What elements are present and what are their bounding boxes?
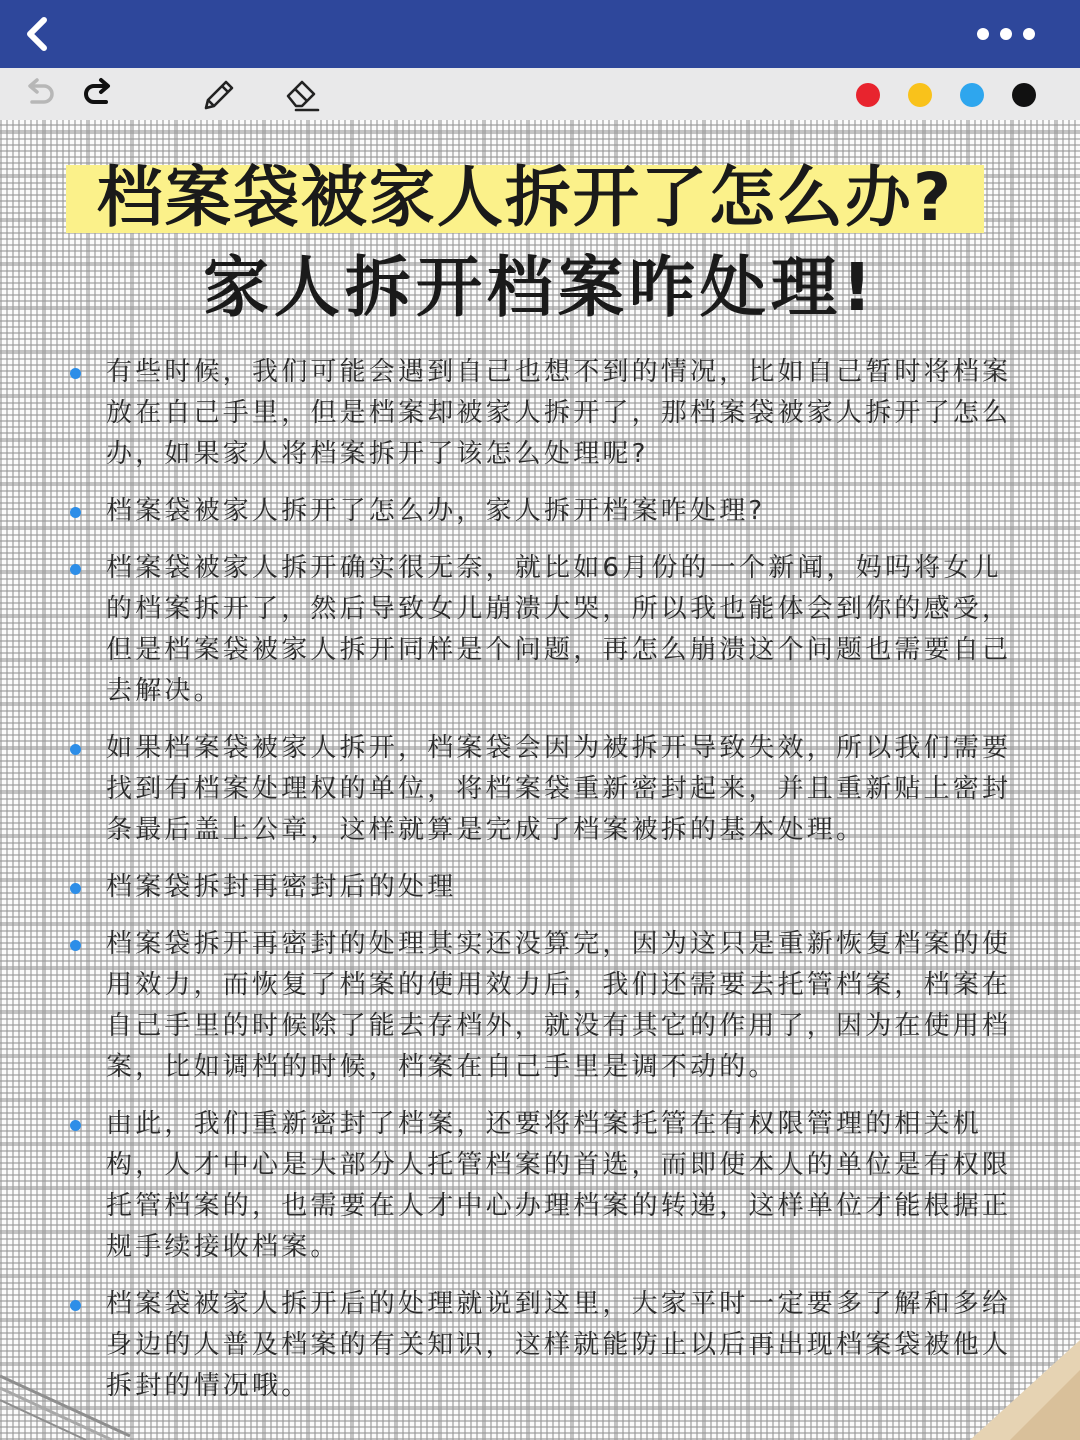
list-item: [66, 728, 1026, 851]
bullet-icon: [70, 1300, 81, 1311]
paragraph-text: 如果档案袋被家人拆开，档案袋会因为被拆开导致失效，所以我们需要找到有档案处理权的单位，将档案袋重新密封起来，并且重新贴上密封条最后盖上公章，这样就算是完成了档案被拆的基本处理。: [106, 733, 1012, 845]
eraser-icon[interactable]: [282, 74, 322, 114]
black-color-swatch[interactable]: [1012, 83, 1036, 107]
yellow-color-swatch[interactable]: [908, 83, 932, 107]
title-block-2: [0, 250, 1080, 326]
list-item: [66, 924, 1026, 1088]
title-line-1: 档案袋被家人拆开了怎么办?: [96, 159, 954, 236]
bullet-icon: [70, 940, 81, 951]
title-line-2: 家人拆开档案咋处理!: [202, 249, 878, 326]
blue-color-swatch[interactable]: [960, 83, 984, 107]
back-arrow-icon[interactable]: [18, 14, 58, 54]
paragraph-text: 档案袋拆开再密封的处理其实还没算完，因为这只是重新恢复档案的使用效力，而恢复了档案的使用效力后，我们还需要去托管档案，档案在自己手里的时候除了能去存档外，就没有其它的作用了，因为在使用档案，比如调档的时候，档案在自己手里是调不动的。: [106, 929, 1012, 1082]
more-options-icon[interactable]: [974, 24, 1040, 44]
paragraph-text: 有些时候，我们可能会遇到自己也想不到的情况，比如自己暂时将档案放在自己手里，但是档案却被家人拆开了，那档案袋被家人拆开了怎么办，如果家人将档案拆开了该怎么处理呢?: [106, 357, 1012, 469]
paragraph-text: 由此，我们重新密封了档案，还要将档案托管在有权限管理的相关机构，人才中心是大部分人托管档案的首选，而即使本人的单位是有权限托管档案的，也需要在人才中心办理档案的转递，这样单位才能根据正规手续接收档案。: [106, 1109, 1012, 1262]
list-item: [66, 1284, 1026, 1407]
list-item: [66, 352, 1026, 475]
article-body: [66, 352, 1026, 1423]
top-nav-bar: [0, 0, 1080, 68]
bullet-icon: [70, 883, 81, 894]
bullet-icon: [70, 1120, 81, 1131]
title-highlight: [66, 159, 984, 236]
paragraph-text: 档案袋拆封再密封后的处理: [106, 872, 457, 902]
paragraph-text: 档案袋被家人拆开确实很无奈，就比如6月份的一个新闻，妈吗将女儿的档案拆开了，然后导致女儿崩溃大哭，所以我也能体会到你的感受，但是档案袋被家人拆开同样是个问题，再怎么崩溃这个问题也需要自己去解决。: [106, 553, 1012, 706]
bullet-icon: [70, 507, 81, 518]
list-item: [66, 491, 1026, 532]
list-item: [66, 1104, 1026, 1268]
bullet-icon: [70, 368, 81, 379]
bullet-icon: [70, 564, 81, 575]
list-item: [66, 867, 1026, 908]
red-color-swatch[interactable]: [856, 83, 880, 107]
paragraph-text: 档案袋被家人拆开后的处理就说到这里，大家平时一定要多了解和多给身边的人普及档案的有关知识，这样就能防止以后再出现档案袋被他人拆封的情况哦。: [106, 1289, 1012, 1401]
pencil-icon[interactable]: [198, 74, 238, 114]
redo-icon[interactable]: [78, 74, 118, 114]
paperclip-decoration-icon: [0, 1330, 140, 1440]
bullet-icon: [70, 744, 81, 755]
list-item: [66, 548, 1026, 712]
undo-icon[interactable]: [20, 74, 60, 114]
paper-corner-decoration-icon: [940, 1330, 1080, 1440]
paragraph-text: 档案袋被家人拆开了怎么办，家人拆开档案咋处理?: [106, 496, 766, 526]
